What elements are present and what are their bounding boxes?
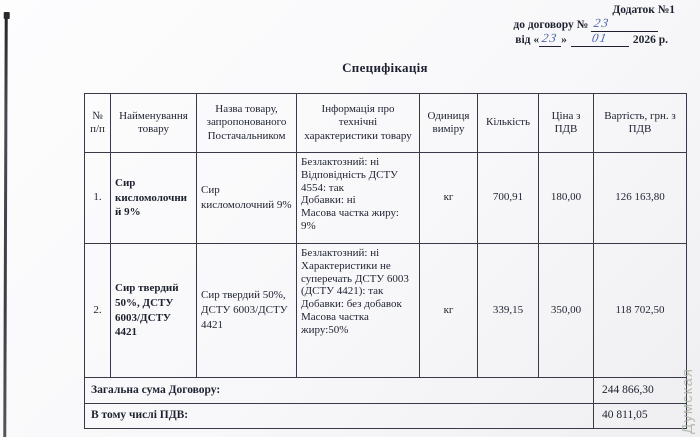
cell-row-number: 2.	[85, 244, 111, 378]
cell-price: 180,00	[539, 153, 594, 244]
date-day-blank	[539, 32, 561, 47]
cell-row-number: 1.	[85, 153, 111, 244]
tech-info-line: Характеристики не суперечать ДСТУ 6003 (ДСТУ 4421): так	[301, 259, 409, 298]
contract-number-blank	[591, 17, 658, 32]
summary-vat-label: В тому числі ПДВ:	[85, 404, 594, 429]
summary-total-label: Загальна сума Договору:	[85, 378, 594, 404]
date-quote-close: »	[561, 34, 567, 46]
cell-supplier-name: Сир кисломолочний 9%	[197, 153, 297, 244]
tech-info-line: Масова частка жиру:50%	[301, 310, 369, 336]
specification-table	[84, 93, 687, 429]
tech-info-line: Безлактозний: ні	[301, 247, 380, 259]
col-header-tech-info: Інформація про технічні характеристики товару	[297, 94, 420, 153]
contract-number-handwritten: 23	[592, 16, 611, 30]
table-row-2	[85, 244, 687, 378]
cell-unit: кг	[420, 153, 478, 244]
col-header-quantity: Кількість	[478, 94, 539, 153]
tech-info-line: Відповідність ДСТУ 4554: так	[301, 168, 398, 194]
cell-product-name: Сир кисломолочний 9%	[111, 153, 197, 244]
watermark-text: Думская	[679, 368, 696, 434]
summary-vat-value: 40 811,05	[594, 404, 687, 429]
contract-number-line	[513, 17, 658, 32]
col-header-num: № п/п	[85, 94, 111, 153]
col-header-price: Ціна з ПДВ	[539, 94, 594, 153]
table-row-1	[85, 153, 687, 244]
table-header-row	[85, 94, 687, 153]
cell-quantity: 339,15	[478, 244, 539, 378]
cell-supplier-name: Сир твердий 50%, ДСТУ 6003/ДСТУ 4421	[197, 244, 297, 378]
summary-row-total	[85, 378, 687, 404]
tech-info-line: Масова частка жиру: 9%	[301, 207, 399, 232]
col-header-total: Вартість, грн. з ПДВ	[594, 94, 687, 153]
col-header-product-name: Найменування товару	[111, 94, 197, 153]
scan-edge-artifact	[3, 12, 7, 437]
date-month-handwritten: 01	[590, 31, 609, 45]
contract-prefix-text: до договору №	[513, 19, 589, 31]
tech-info-line: Безлактозний: ні	[301, 156, 380, 168]
tech-info-line: Добавки: без добавок	[301, 298, 402, 310]
cell-price: 350,00	[539, 244, 594, 378]
tech-info-line: Добавки: ні	[301, 194, 356, 207]
contract-date-line	[513, 32, 668, 47]
cell-total: 126 163,80	[594, 153, 687, 244]
col-header-supplier-name: Назва товару, запропонованого Постачальником	[197, 94, 297, 153]
cell-total: 118 702,50	[594, 244, 687, 378]
cell-product-name: Сир твердий 50%, ДСТУ 6003/ДСТУ 4421	[111, 244, 197, 378]
date-prefix-text: від «	[515, 34, 540, 46]
cell-tech-info	[297, 244, 420, 378]
cell-unit: кг	[420, 244, 478, 378]
appendix-number: Додаток №1	[612, 4, 675, 16]
cell-tech-info	[297, 153, 420, 244]
document-title: Специфікація	[342, 60, 428, 75]
date-year-text: 2026 р.	[632, 34, 668, 46]
date-month-blank	[571, 32, 629, 47]
document-header	[513, 3, 686, 47]
summary-total-value: 244 866,30	[594, 378, 687, 404]
col-header-unit: Одиниця виміру	[420, 94, 478, 153]
summary-row-vat	[85, 404, 687, 429]
cell-quantity: 700,91	[478, 153, 539, 244]
date-day-handwritten: 23	[541, 31, 560, 45]
